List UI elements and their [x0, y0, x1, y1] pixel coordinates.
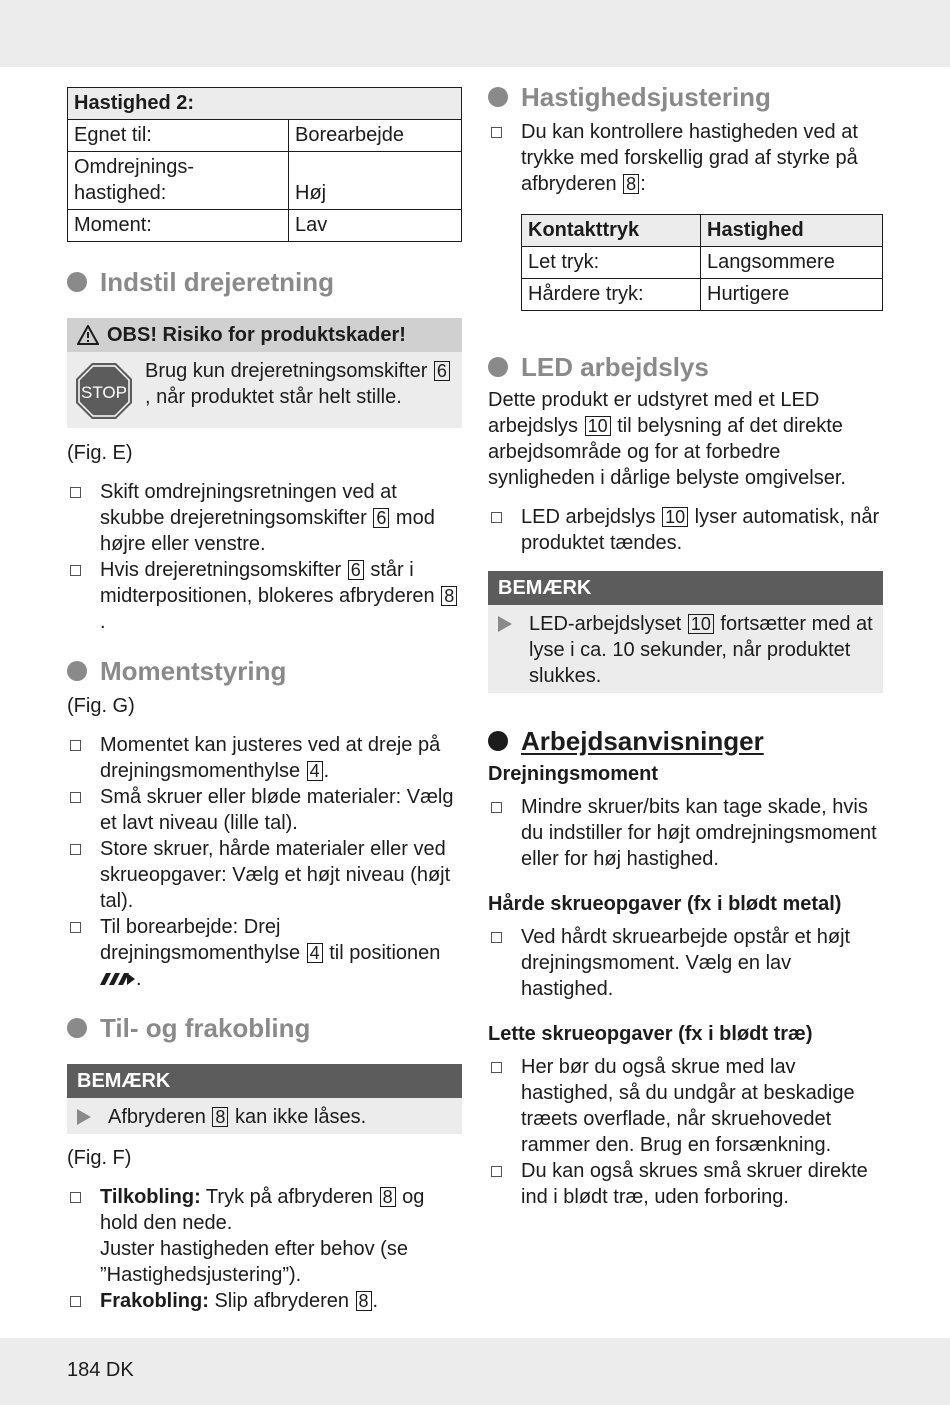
list-item	[67, 1184, 462, 1288]
pressure-speed-table	[521, 214, 883, 311]
stop-sign-icon	[75, 362, 133, 420]
note-body	[67, 1098, 462, 1134]
text-span: fortsætter med at lyse i ca. 10 sekunder, når produktet slukkes.	[529, 613, 873, 687]
text-span: Du kan også skrues små skruer direkte ind i blødt træ, uden forboring.	[521, 1160, 868, 1208]
text-span: :	[640, 173, 646, 195]
text-span: LED arbejdslys	[521, 506, 662, 528]
text-span: mod højre eller venstre.	[100, 507, 435, 555]
work-list	[488, 924, 883, 1002]
right-column	[488, 81, 883, 1210]
subheading: Lette skrueopgaver (fx i blødt træ)	[488, 1023, 813, 1045]
list-item	[488, 1054, 883, 1158]
list-item	[488, 1158, 883, 1210]
table-header-cell: Hastighed	[701, 215, 883, 247]
checkbox-square-icon	[70, 565, 81, 576]
table-cell: Borearbejde	[289, 120, 462, 152]
part-number: 10	[688, 614, 714, 634]
part-number: 6	[348, 560, 364, 580]
table-cell: Lav	[289, 210, 462, 242]
checkbox-square-icon	[70, 922, 81, 933]
table-header-cell: Kontakttryk	[522, 215, 701, 247]
text-span: Afbryderen	[108, 1106, 212, 1128]
section-title: LED arbejdslys	[521, 352, 709, 382]
table-cell: Egnet til:	[68, 120, 289, 152]
text-span: Du kan kontrollere hastigheden ved at trykke med forskellig grad af styrke på afbryderen	[521, 121, 858, 195]
figure-reference: (Fig. F)	[67, 1147, 132, 1169]
table-cell: Hurtigere	[701, 279, 883, 311]
led-intro	[488, 387, 883, 491]
note-body	[488, 605, 883, 693]
onoff-list	[67, 1184, 462, 1314]
table-cell: Let tryk:	[522, 247, 701, 279]
subheading: Hårde skrueopgaver (fx i blødt metal)	[488, 893, 842, 915]
bullet-dot-icon	[67, 1018, 87, 1038]
list-item	[67, 914, 462, 992]
warning-body	[67, 352, 462, 428]
text-span: .	[100, 611, 106, 633]
work-list	[488, 1054, 883, 1210]
checkbox-square-icon	[491, 1062, 502, 1073]
table-cell: Langsommere	[701, 247, 883, 279]
play-arrow-icon	[77, 1109, 91, 1125]
text-span: Momentet kan justeres ved at dreje på drejningsmomenthylse	[100, 734, 441, 782]
text-span: Tryk på afbryderen	[200, 1186, 379, 1208]
text-span: Til borearbejde: Drej drejningsmomenthylse	[100, 916, 306, 964]
part-number: 4	[307, 761, 323, 781]
work-list	[488, 794, 883, 872]
part-number: 10	[662, 507, 688, 527]
left-column	[67, 87, 462, 1314]
text-span: Her bør du også skrue med lav hastighed, så du undgår at beskadige træets overflade, når skruehovedet rammer den. Brug en forsænkning.	[521, 1056, 855, 1156]
part-number: 8	[356, 1291, 372, 1311]
warning-header	[67, 318, 462, 352]
checkbox-square-icon	[70, 1192, 81, 1203]
bullet-dot-icon	[67, 272, 87, 292]
text-span: Brug kun drejeretningsomskifter	[145, 360, 433, 382]
led-list	[488, 504, 883, 556]
torque-list	[67, 732, 462, 992]
warning-text	[145, 358, 454, 420]
text-span: til belysning af det direkte arbejdsområde og for at forbedre synligheden i dårlige belyste omgivelser.	[488, 415, 846, 489]
cell-text: hastighed:	[74, 182, 167, 204]
text-span: .	[372, 1290, 379, 1312]
checkbox-square-icon	[491, 932, 502, 943]
text-span: .	[136, 968, 142, 990]
note-text	[108, 1104, 366, 1130]
direction-list	[67, 479, 462, 635]
part-number: 6	[373, 508, 389, 528]
text-span: kan ikke låses.	[229, 1106, 367, 1128]
part-number: 10	[585, 416, 611, 436]
section-heading	[67, 266, 462, 298]
figure-reference: (Fig. E)	[67, 442, 133, 464]
table-cell: Hårdere tryk:	[522, 279, 701, 311]
text-span: .	[323, 760, 330, 782]
speed-table-header: Hastighed 2:	[68, 88, 462, 120]
list-item	[67, 836, 462, 914]
text-span: LED-arbejdslyset	[529, 613, 687, 635]
checkbox-square-icon	[70, 1296, 81, 1307]
list-item	[488, 504, 883, 556]
bottom-band	[0, 1338, 950, 1405]
page-number: 184 DK	[67, 1359, 134, 1381]
bold-label: Frakobling:	[100, 1290, 209, 1312]
text-span: Ved hårdt skruearbejde opstår et højt drejningsmoment. Vælg en lav hastighed.	[521, 926, 851, 1000]
text-span: står i midterpositionen, blokeres afbryderen	[100, 559, 441, 607]
text-span: til positionen	[323, 942, 441, 964]
section-title: Momentstyring	[100, 656, 287, 686]
speed-adjust-list	[488, 119, 883, 197]
section-heading	[67, 1012, 462, 1044]
part-number: 8	[441, 586, 457, 606]
list-item	[67, 784, 462, 836]
drill-symbol-icon	[100, 972, 136, 986]
note-header: BEMÆRK	[488, 571, 883, 605]
note-box	[67, 1064, 462, 1134]
bold-label: Tilkobling:	[100, 1186, 201, 1208]
text-span: Dette produkt er udstyret med et LED arbejdslys	[488, 389, 820, 437]
text-span: Mindre skruer/bits kan tage skade, hvis du indstiller for højt omdrejningsmoment eller for høj hastighed.	[521, 796, 877, 870]
text-span: lyser automatisk, når produktet tændes.	[521, 506, 880, 554]
part-number: 8	[380, 1187, 396, 1207]
section-heading	[488, 725, 883, 757]
warning-box	[67, 318, 462, 428]
section-title: Indstil drejeretning	[100, 267, 335, 297]
list-item	[67, 479, 462, 557]
part-number: 4	[307, 943, 323, 963]
section-heading	[488, 81, 883, 113]
text-span: Store skruer, hårde materialer eller ved skrueopgaver: Vælg et højt niveau (højt tal).	[100, 838, 451, 912]
text-span: Små skruer eller bløde materialer: Vælg et lavt niveau (lille tal).	[100, 786, 454, 834]
checkbox-square-icon	[70, 792, 81, 803]
part-number: 6	[434, 361, 450, 381]
checkbox-square-icon	[491, 802, 502, 813]
list-item	[67, 557, 462, 635]
note-text	[529, 611, 873, 689]
table-cell	[68, 152, 289, 210]
section-title: Til- og frakobling	[100, 1013, 311, 1043]
checkbox-square-icon	[70, 740, 81, 751]
warning-title: OBS! Risiko for produktskader!	[107, 324, 406, 346]
checkbox-square-icon	[70, 844, 81, 855]
list-item	[488, 119, 883, 197]
warning-triangle-icon	[77, 325, 99, 345]
section-title: Arbejdsanvisninger	[521, 726, 764, 756]
note-header: BEMÆRK	[67, 1064, 462, 1098]
section-title: Hastighedsjustering	[521, 82, 771, 112]
section-heading	[488, 351, 883, 383]
bullet-dot-icon	[488, 357, 508, 377]
checkbox-square-icon	[491, 512, 502, 523]
text-span: Slip afbryderen	[208, 1290, 355, 1312]
text-span: , når produktet står helt stille.	[145, 386, 402, 408]
list-item	[67, 1288, 462, 1314]
checkbox-square-icon	[491, 1166, 502, 1177]
note-box	[488, 571, 883, 693]
top-band	[0, 0, 950, 67]
checkbox-square-icon	[70, 487, 81, 498]
cell-text: Omdrejnings-	[74, 156, 195, 178]
table-cell: Moment:	[68, 210, 289, 242]
table-cell: Høj	[289, 152, 462, 210]
bullet-dot-icon	[488, 731, 508, 751]
list-item	[67, 732, 462, 784]
list-item	[488, 794, 883, 872]
subheading: Drejningsmoment	[488, 763, 659, 785]
figure-reference: (Fig. G)	[67, 695, 135, 717]
list-item	[488, 924, 883, 1002]
stop-sign-label: STOP	[81, 383, 127, 402]
play-arrow-icon	[498, 616, 512, 632]
text-span: og hold den nede.	[100, 1186, 425, 1234]
part-number: 8	[212, 1107, 228, 1127]
bullet-dot-icon	[67, 661, 87, 681]
bullet-dot-icon	[488, 87, 508, 107]
text-span: Hvis drejeretningsomskifter	[100, 559, 347, 581]
section-heading	[67, 655, 462, 687]
text-span: Juster hastigheden efter behov (se ”Hastighedsjustering”).	[100, 1238, 408, 1286]
checkbox-square-icon	[491, 127, 502, 138]
speed-2-table	[67, 87, 462, 242]
text-span: Skift omdrejningsretningen ved at skubbe drejeretningsomskifter	[100, 481, 397, 529]
part-number: 8	[623, 174, 639, 194]
